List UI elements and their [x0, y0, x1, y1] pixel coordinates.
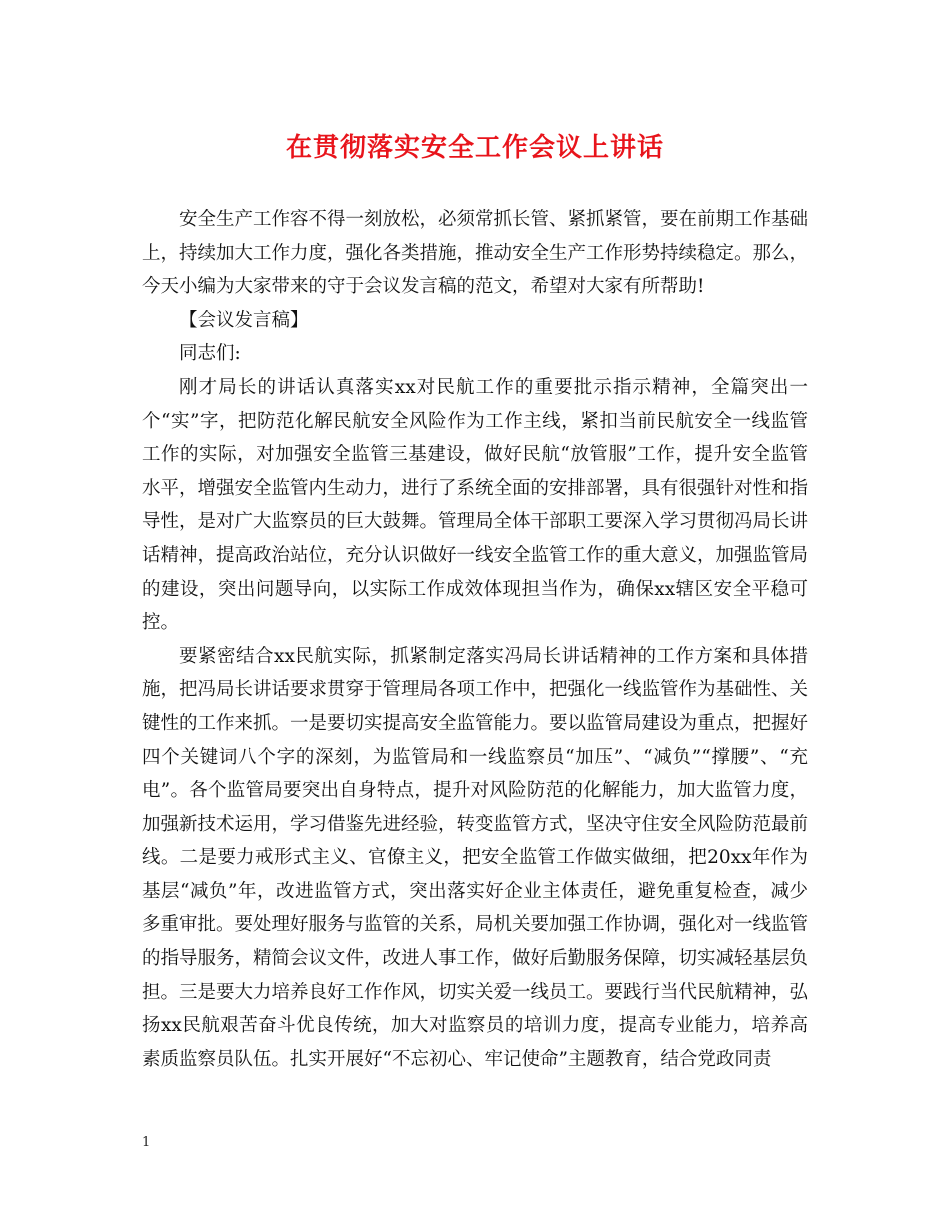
body-paragraph-2: 要紧密结合xx民航实际，抓紧制定落实冯局长讲话精神的工作方案和具体措施，把冯局长讲话要求贯穿于管理局各项工作中，把强化一线监管作为基础性、关键性的工作来抓。一是要切实提高安全监管能力。要以监管局建设为重点，把握好四个关键词八个字的深刻，为监管局和一线监察员“加压”、“减负”“撑腰”、“充电”。各个监管局要突出自身特点，提升对风险防范的化解能力，加大监管力度，加强新技术运用，学习借鉴先进经验，转变监管方式，坚决守住安全风险防范最前线。二是要力戒形式主义、官僚主义，把安全监管工作做实做细，把20xx年作为基层“减负”年，改进监管方式，突出落实好企业主体责任，避免重复检查，减少多重审批。要处理好服务与监管的关系，局机关要加强工作协调，强化对一线监管的指导服务，精简会议文件，改进人事工作，做好后勤服务保障，切实减轻基层负担。三是要大力培养良好工作作风，切实关爱一线员工。要践行当代民航精神，弘扬xx民航艰苦奋斗优良传统，加大对监察员的培训力度，提高专业能力，培养高素质监察员队伍。扎实开展好“不忘初心、牢记使命”主题教育，结合党政同责	[142, 645, 809, 1070]
salutation: 同志们:	[179, 343, 241, 365]
section-heading: 【会议发言稿】	[179, 309, 309, 331]
body-paragraph-1: 刚才局长的讲话认真落实xx对民航工作的重要批示指示精神，全篇突出一个“实”字，把防范化解民航安全风险作为工作主线，紧扣当前民航安全一线监管工作的实际，对加强安全监管三基建设，做好民航“放管服”工作，提升安全监管水平，增强安全监管内生动力，进行了系统全面的安排部署，具有很强针对性和指导性，是对广大监察员的巨大鼓舞。管理局全体干部职工要深入学习贯彻冯局长讲话精神，提高政治站位，充分认识做好一线安全监管工作的重大意义，加强监管局的建设，突出问题导向，以实际工作成效体现担当作为，确保xx辖区安全平稳可控。	[142, 376, 809, 634]
intro-paragraph: 安全生产工作容不得一刻放松，必须常抓长管、紧抓紧管，要在前期工作基础上，持续加大工作力度，强化各类措施，推动安全生产工作形势持续稳定。那么，今天小编为大家带来的守于会议发言稿的范文，希望对大家有所帮助!	[142, 209, 809, 298]
document-title: 在贯彻落实安全工作会议上讲话	[285, 133, 664, 163]
page-number: 1	[142, 1135, 151, 1150]
document-body	[142, 203, 808, 1076]
